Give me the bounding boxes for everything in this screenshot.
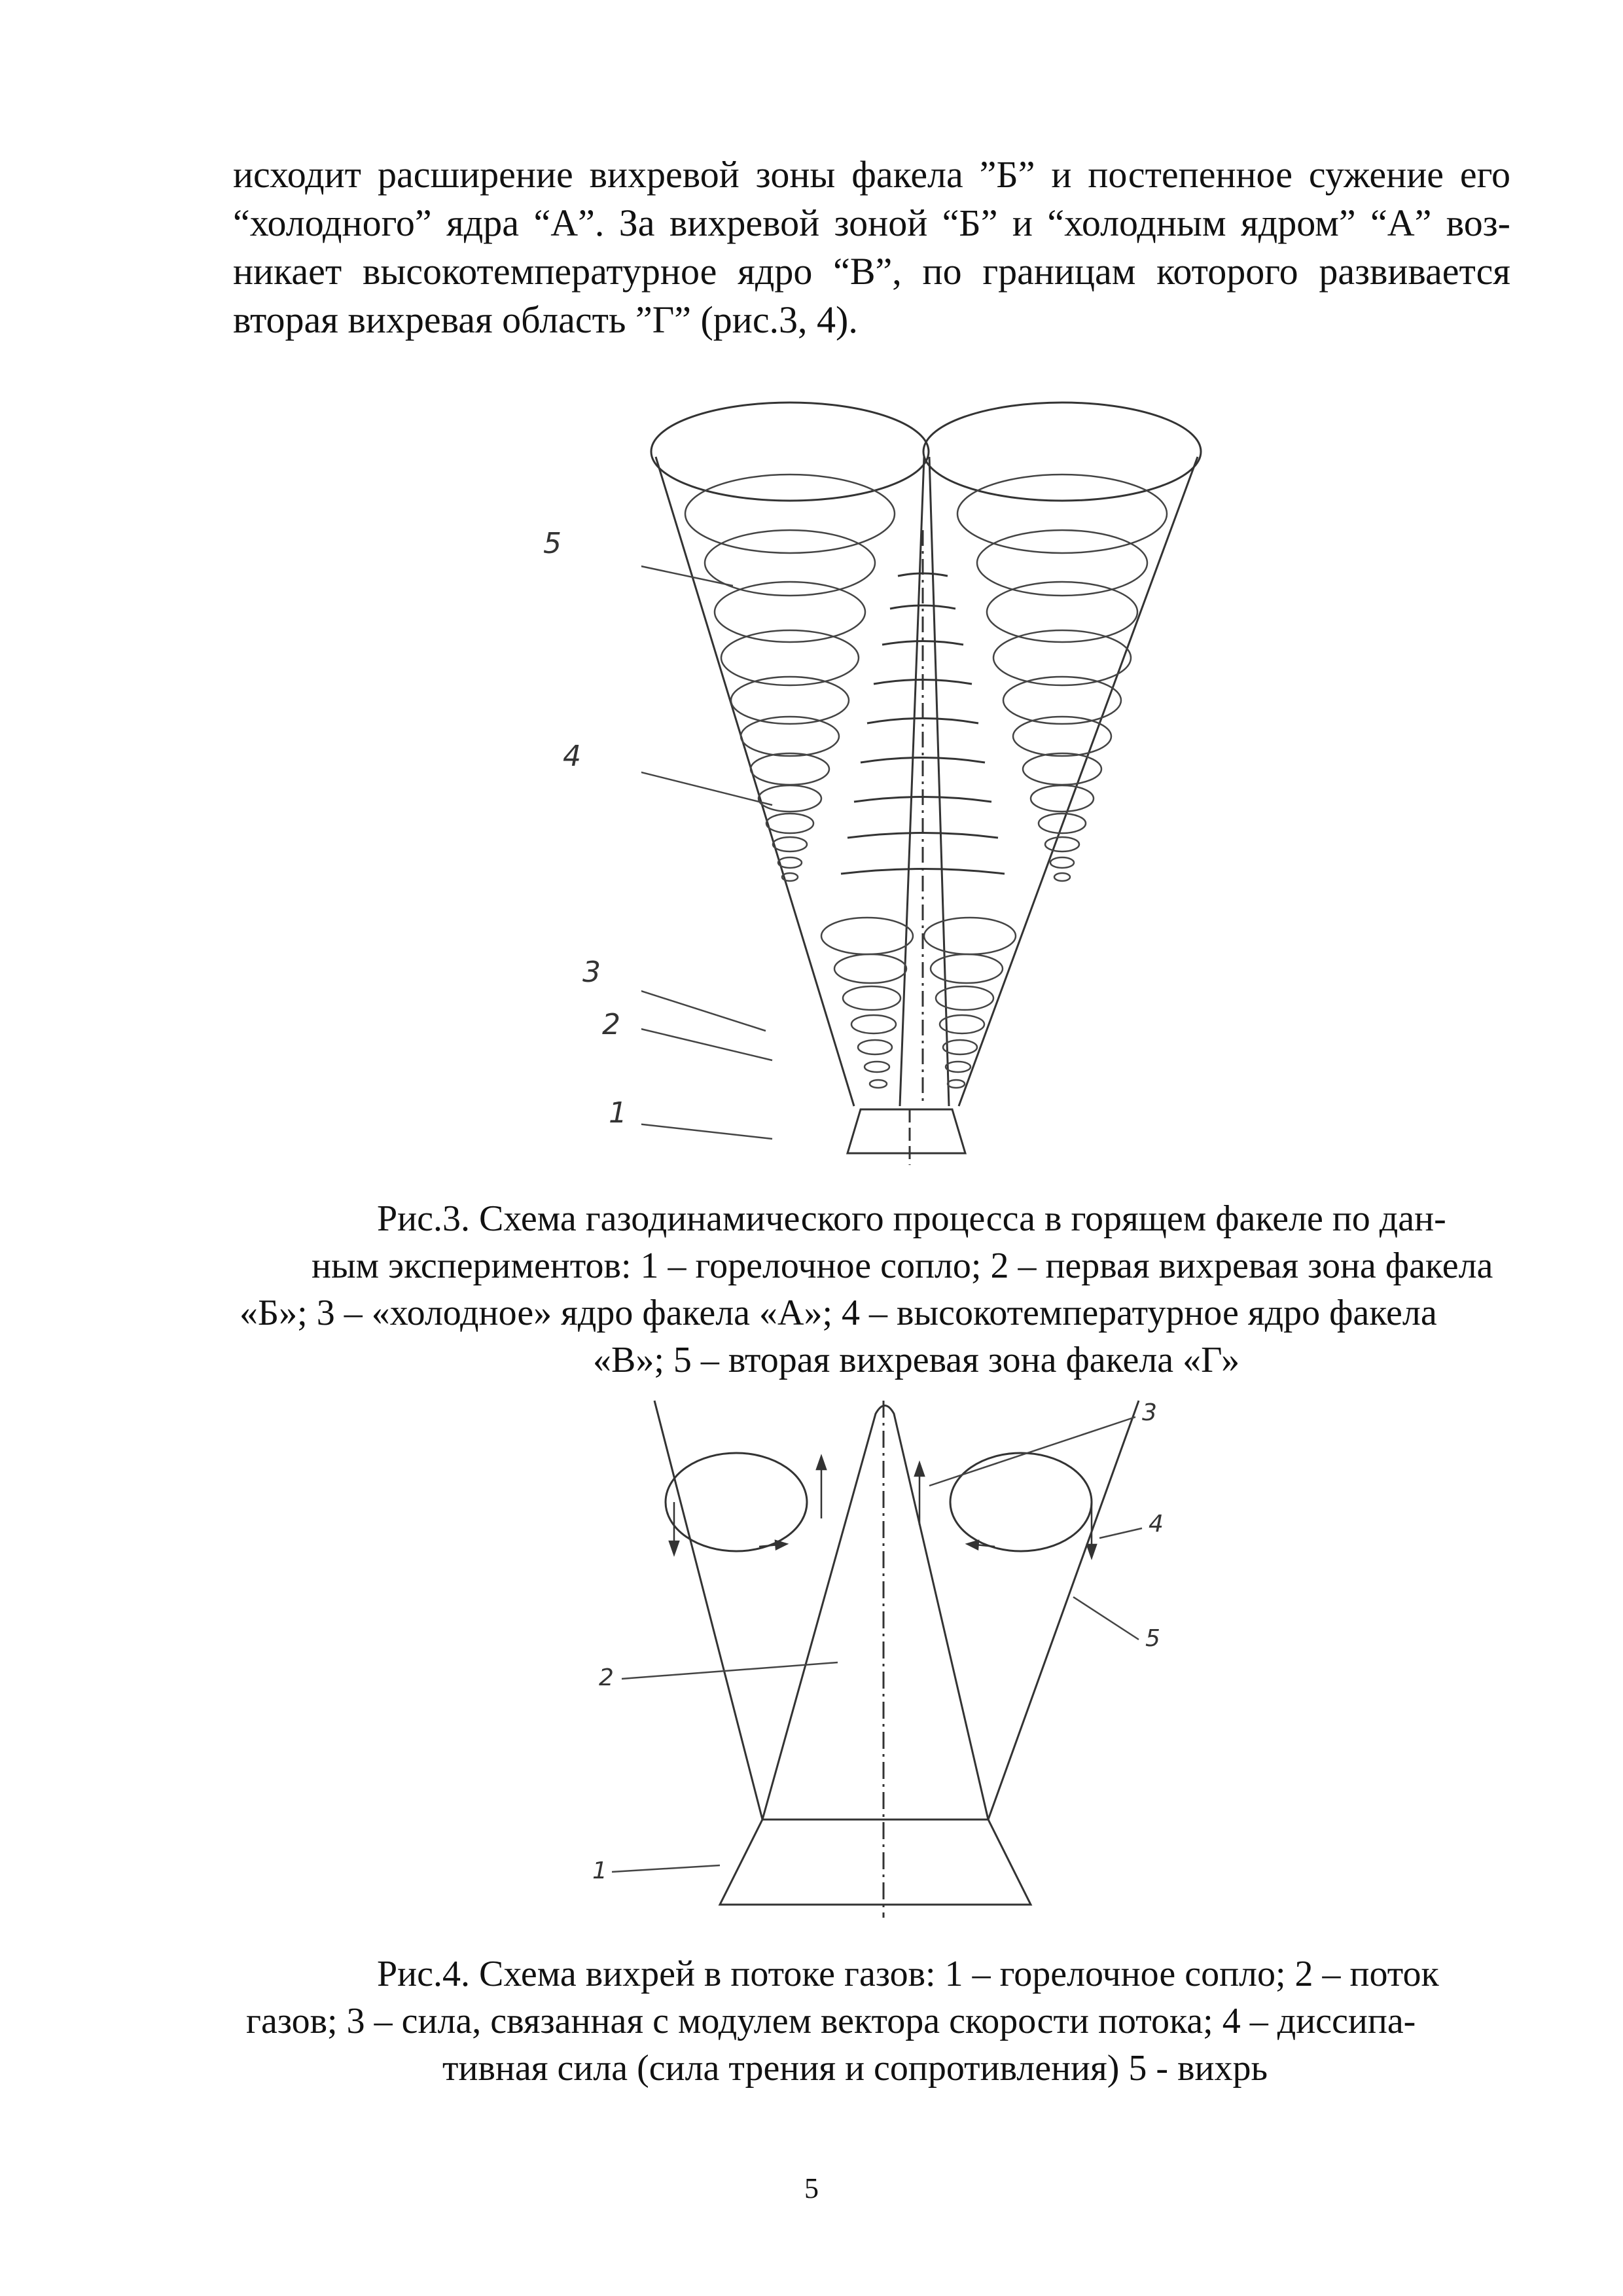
- caption-line: Рис.4. Схема вихрей в потоке газов: 1 – горелочное сопло; 2 – поток: [377, 1954, 1439, 1994]
- page-number: 5: [804, 2172, 819, 2204]
- figure-3-label: 1: [609, 1096, 627, 1130]
- figure-4-caption: [233, 1950, 1510, 2092]
- caption-line: газов; 3 – сила, связанная с модулем вектора скорости потока; 4 – диссипа-: [246, 2001, 1416, 2041]
- leader-3: [929, 1417, 1135, 1486]
- figure-4-label: 2: [599, 1664, 614, 1691]
- paragraph-line: исходит расширение вихревой зоны факела ”Б” и постепенное сужение его: [233, 153, 1510, 196]
- figure-4-label: 4: [1149, 1511, 1164, 1537]
- caption-line: Рис.3. Схема газодинамического процесса в горящем факеле по дан-: [377, 1198, 1446, 1239]
- figure-4-label: 1: [592, 1857, 607, 1884]
- caption-line: ным экспериментов: 1 – горелочное сопло; 2 – первая вихревая зона факела: [312, 1246, 1493, 1286]
- figure-3-caption: [233, 1195, 1510, 1384]
- figure-4-vortex-scheme: [563, 1388, 1185, 1924]
- caption-line: тивная сила (сила трения и сопротивления) 5 - вихрь: [442, 2048, 1268, 2089]
- leader-2: [622, 1662, 838, 1679]
- figure-4-drawing: [563, 1388, 1185, 1924]
- figure-3-label: 4: [563, 740, 581, 773]
- body-paragraph: [233, 151, 1510, 344]
- leader-1: [612, 1865, 720, 1872]
- figure-3-labels: [543, 386, 1132, 1172]
- figure-3-label: 5: [543, 527, 562, 560]
- paragraph-line: никает высокотемпературное ядро “В”, по границам которого развивается: [233, 250, 1510, 293]
- figure-3-label: 2: [602, 1008, 620, 1041]
- figure-4-label: 5: [1145, 1625, 1160, 1652]
- figure-3-flame-scheme: [543, 386, 1230, 1172]
- paragraph-line: вторая вихревая область ”Г” (рис.3, 4).: [233, 298, 858, 341]
- figure-4-label: 3: [1142, 1399, 1157, 1426]
- leader-5: [1073, 1597, 1139, 1640]
- figure-3-label: 3: [582, 956, 601, 989]
- leader-4: [1099, 1528, 1142, 1538]
- caption-line: «В»; 5 – вторая вихревая зона факела «Г»: [593, 1340, 1240, 1380]
- caption-line: «Б»; 3 – «холодное» ядро факела «А»; 4 – высокотемпературное ядро факела: [240, 1293, 1437, 1333]
- paragraph-line: “холодного” ядра “А”. За вихревой зоной “Б” и “холодным ядром” “А” воз-: [233, 202, 1510, 244]
